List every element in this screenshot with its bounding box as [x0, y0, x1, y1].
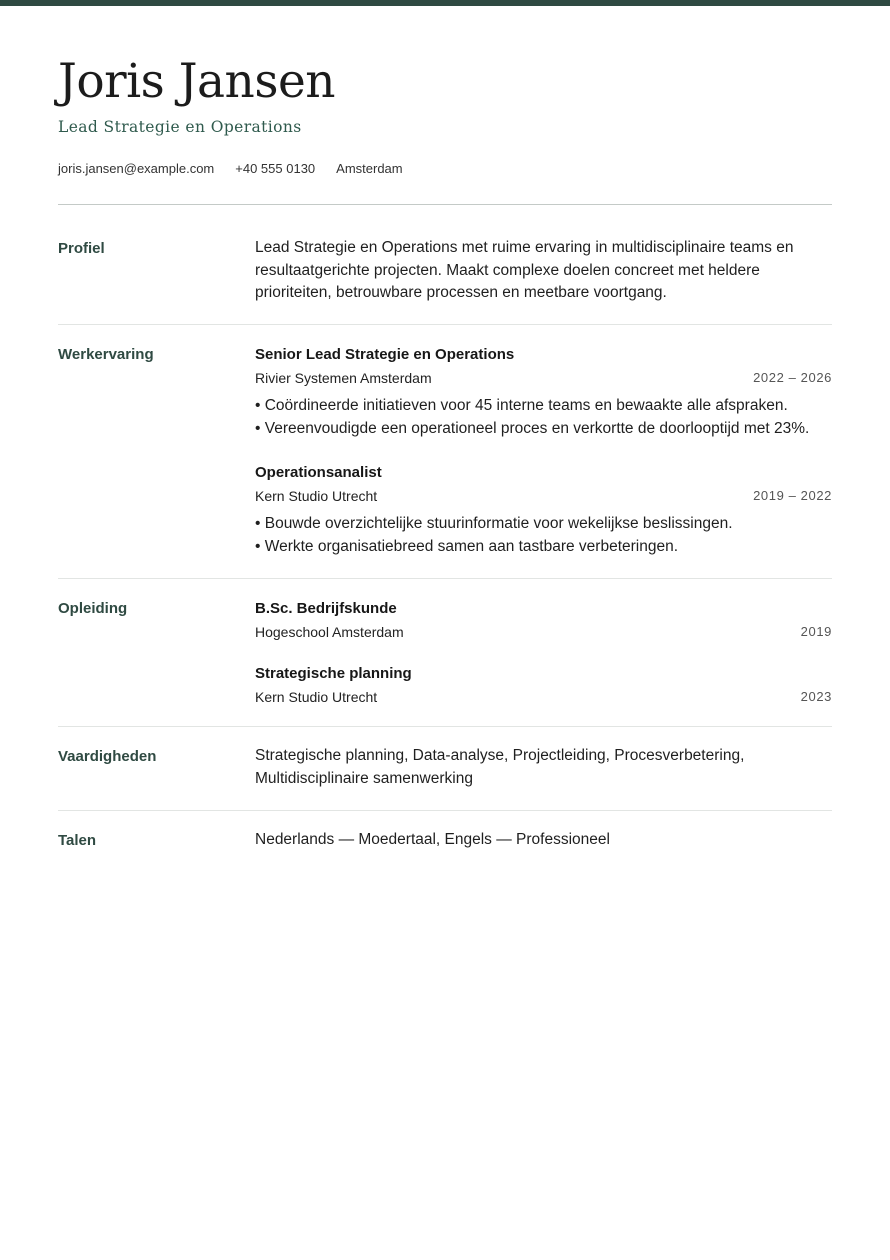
section-education — [58, 578, 832, 705]
job-entry — [255, 345, 832, 440]
section-label-profile: Profiel — [58, 240, 105, 257]
job-bullets — [255, 395, 832, 440]
bullet-item: • Werkte organisatiebreed samen aan tastbare verbeteringen. — [255, 537, 679, 555]
languages-text: Nederlands — Moedertaal, Engels — Professioneel — [255, 831, 610, 848]
job-bullets — [255, 513, 832, 558]
section-label-experience: Werkervaring — [58, 346, 154, 363]
top-accent-bar — [0, 0, 890, 6]
contact-info — [58, 160, 424, 178]
email-link[interactable]: joris.jansen@example.com — [58, 161, 215, 176]
city: Amsterdam — [336, 161, 403, 176]
section-label-education: Opleiding — [58, 600, 128, 617]
job-organization: Rivier Systemen Amsterdam — [255, 370, 432, 386]
school-name: Hogeschool Amsterdam — [255, 624, 404, 640]
job-dates: 2019 – 2022 — [753, 488, 832, 503]
job-role: Lead Strategie en Operations — [58, 118, 302, 136]
degree-title: B.Sc. Bedrijfskunde — [255, 600, 397, 617]
section-label-skills: Vaardigheden — [58, 748, 157, 765]
bullet-item: • Vereenvoudigde een operationeel proces en verkortte de doorlooptijd met 23%. — [255, 419, 810, 437]
bullet-item: • Coördineerde initiatieven voor 45 interne teams en bewaakte alle afspraken. — [255, 397, 788, 414]
section-skills — [58, 726, 832, 787]
education-entry — [255, 599, 832, 642]
person-name: Joris Jansen — [58, 54, 336, 109]
header-divider — [58, 204, 832, 205]
school-name: Kern Studio Utrecht — [255, 689, 378, 705]
education-year: 2019 — [800, 624, 832, 639]
bullet-item: • Bouwde overzichtelijke stuurinformatie voor wekelijkse beslissingen. — [255, 515, 733, 532]
job-entry — [255, 463, 832, 558]
job-dates: 2022 – 2026 — [753, 370, 832, 385]
job-title: Operationsanalist — [255, 464, 382, 481]
skills-text: Strategische planning, Data-analyse, Projectleiding, Procesverbetering, Multidisciplinaire samenwerking — [255, 747, 745, 787]
section-languages — [58, 810, 832, 849]
education-year: 2023 — [800, 689, 832, 704]
education-entry — [255, 664, 832, 707]
phone-number: +40 555 0130 — [235, 161, 316, 176]
degree-title: Strategische planning — [255, 665, 412, 682]
profile-text: Lead Strategie en Operations met ruime ervaring in multidisciplinaire teams en resultaatgerichte projecten. Maakt complexe doelen concreet met heldere prioriteiten, betrouwbare processen en meetbare voortgang. — [255, 239, 794, 301]
job-organization: Kern Studio Utrecht — [255, 488, 378, 504]
section-experience — [58, 324, 832, 555]
section-label-languages: Talen — [58, 832, 97, 849]
job-title: Senior Lead Strategie en Operations — [255, 346, 515, 363]
